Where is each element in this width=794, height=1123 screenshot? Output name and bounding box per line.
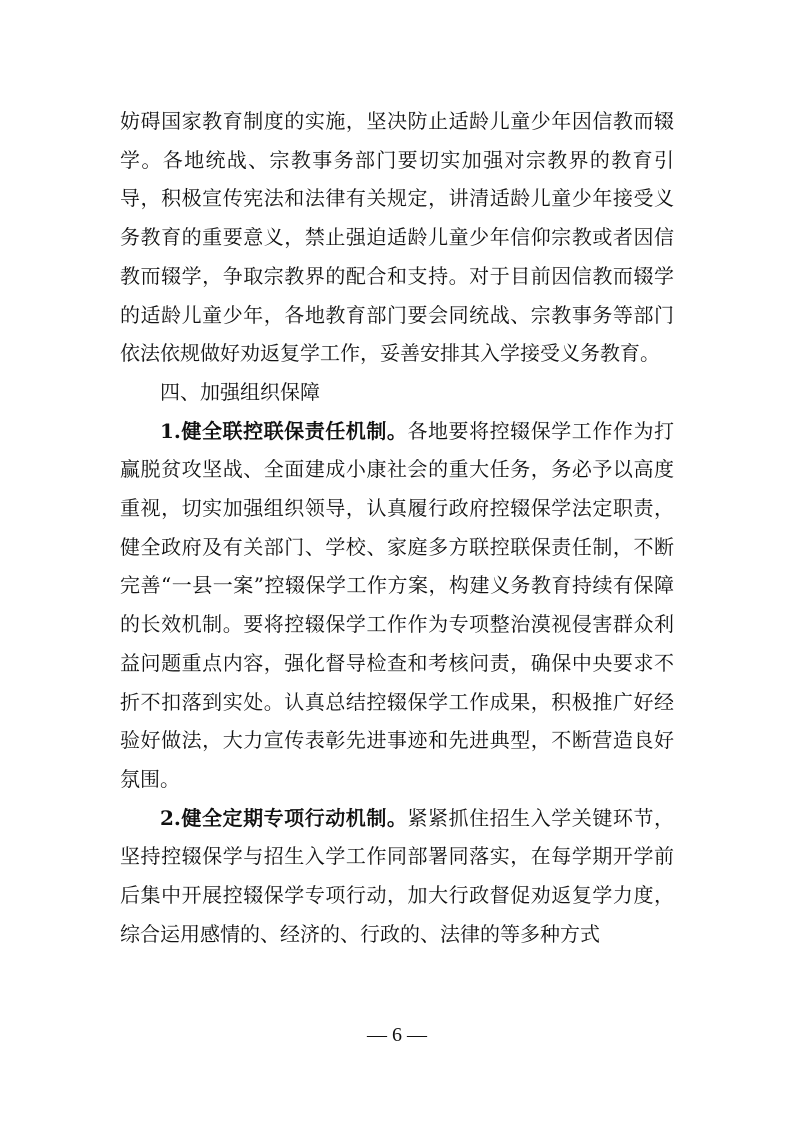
page-number: — 6 —: [367, 1024, 427, 1046]
paragraph-text: 紧紧抓住招生入学关键环节，坚持控辍保学与招生入学工作同部署同落实，在每学期开学前后集中开展控辍保学专项行动，加大行政督促劝返复学力度，综合运用感情的、经济的、行政的、法律的等多种方式: [120, 805, 674, 946]
section-heading-text: 四、加强组织保障: [160, 379, 320, 404]
paragraph-text: 各地要将控辍保学工作作为打赢脱贫攻坚战、全面建成小康社会的重大任务，务必予以高度重视，切实加强组织领导，认真履行政府控辍保学法定职责，健全政府及有关部门、学校、家庭多方联控联保责任制，不断完善“一县一案”控辍保学工作方案，构建义务教育持续有保障的长效机制。要将控辍保学工作作为专项整治漠视侵害群众利益问题重点内容，强化督导检查和考核问责，确保中央要求不折不扣落到实处。认真总结控辍保学工作成果，积极推广好经验好做法，大力宣传表彰先进事迹和先进典型，不断营造良好氛围。: [120, 418, 674, 791]
document-body: [120, 102, 674, 953]
paragraph-lead-bold: 2.健全定期专项行动机制。: [160, 805, 408, 830]
section-heading: [120, 373, 674, 412]
paragraph-continuation: [120, 102, 674, 373]
paragraph-item-2: [120, 799, 674, 954]
paragraph-text: 妨碍国家教育制度的实施，坚决防止适龄儿童少年因信教而辍学。各地统战、宗教事务部门要切实加强对宗教界的教育引导，积极宣传宪法和法律有关规定，讲清适龄儿童少年接受义务教育的重要意义，禁止强迫适龄儿童少年信仰宗教或者因信教而辍学，争取宗教界的配合和支持。对于目前因信教而辍学的适龄儿童少年，各地教育部门要会同统战、宗教事务等部门依法依规做好劝返复学工作，妥善安排其入学接受义务教育。: [120, 109, 674, 366]
paragraph-item-1: [120, 412, 674, 799]
paragraph-lead-bold: 1.健全联控联保责任机制。: [160, 418, 408, 443]
